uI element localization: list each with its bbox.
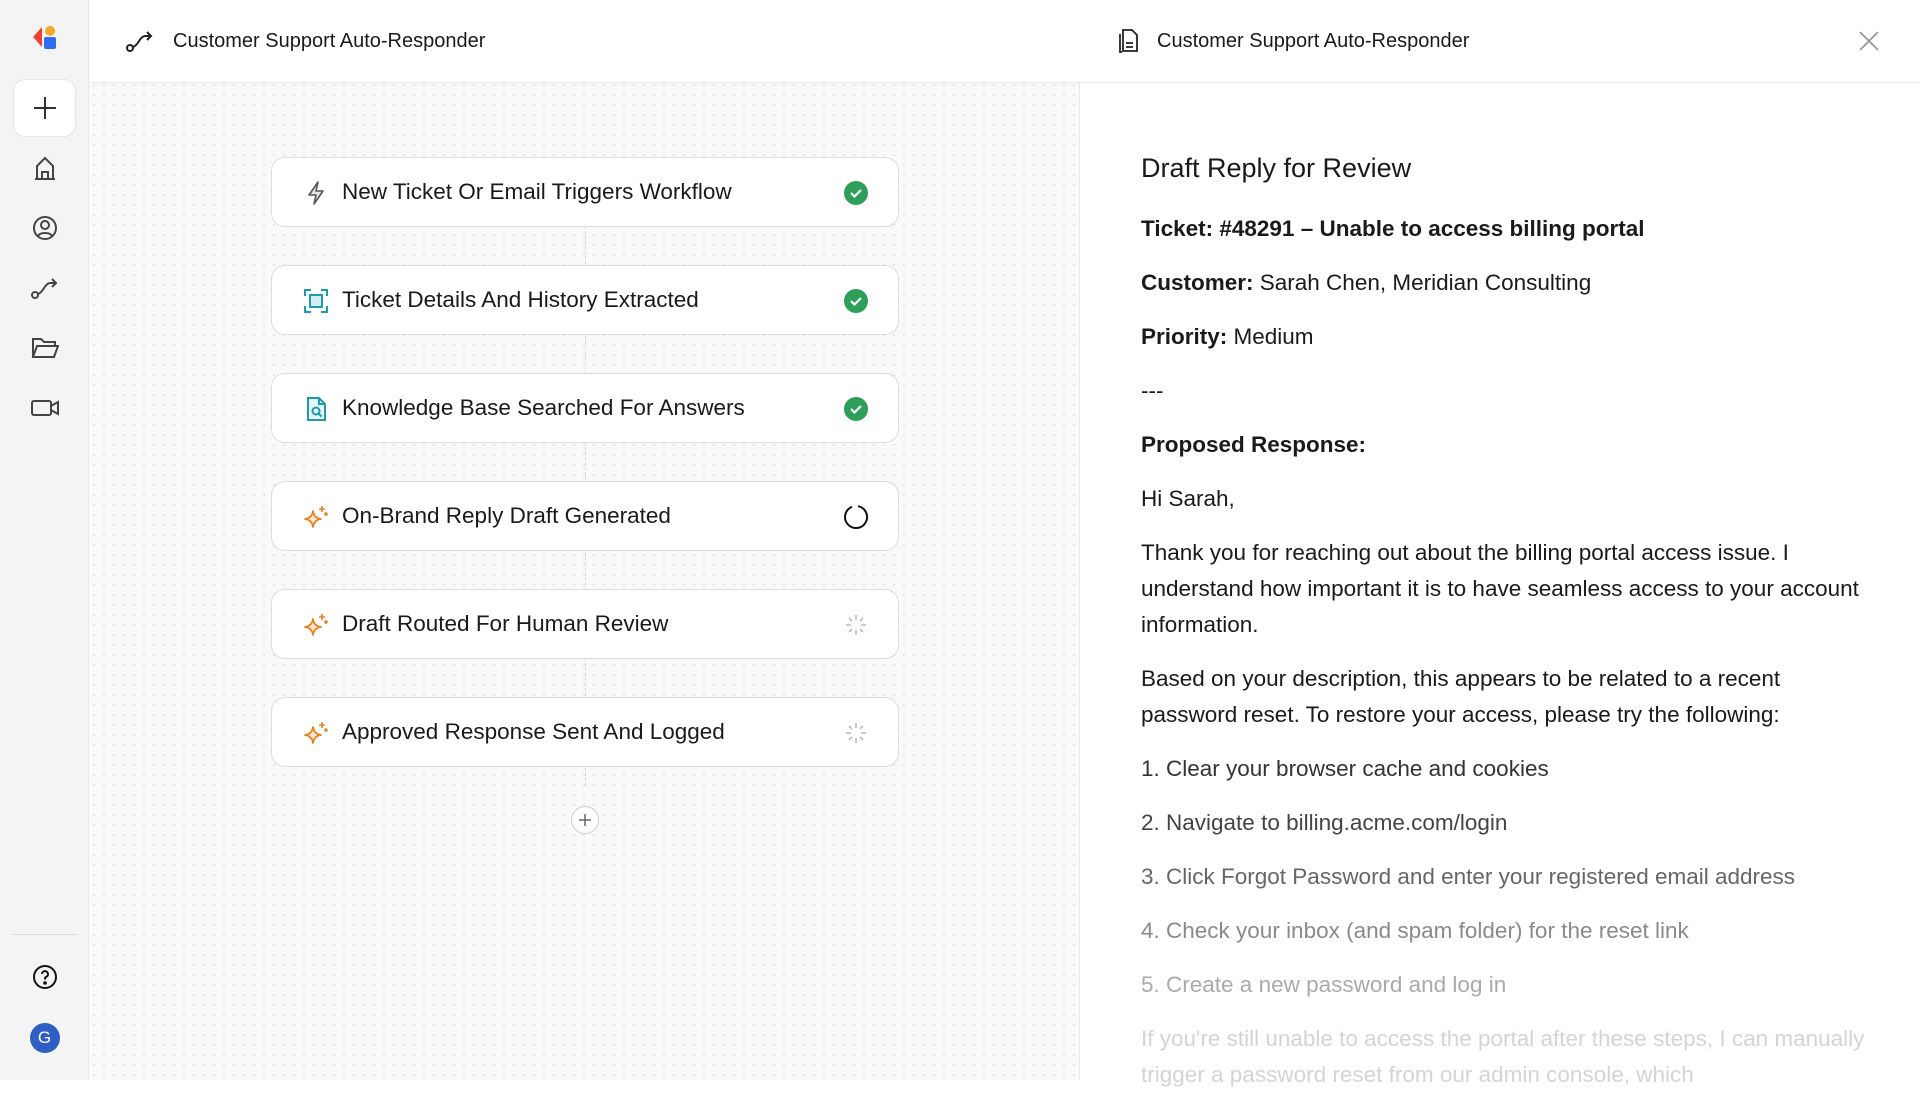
step-label: Knowledge Base Searched For Answers (342, 395, 745, 420)
workflow-icon (125, 29, 155, 53)
workflow-step[interactable] (271, 265, 899, 335)
plus-icon (578, 813, 592, 827)
step-label: On-Brand Reply Draft Generated (342, 503, 671, 528)
sidebar-item-recordings[interactable] (0, 393, 89, 423)
draft-panel (1079, 0, 1920, 1087)
step-item: 2. Navigate to billing.acme.com/login (1141, 810, 1508, 835)
proposed-label: Proposed Response: (1141, 432, 1367, 457)
customer-label: Customer: (1141, 270, 1254, 295)
step-item: 1. Clear your browser cache and cookies (1141, 756, 1549, 781)
loading-spinner-icon (843, 504, 869, 530)
sidebar-item-profile[interactable] (0, 213, 89, 243)
step-label: Approved Response Sent And Logged (342, 719, 725, 744)
priority-value: Medium (1227, 324, 1314, 349)
home-icon (31, 154, 59, 182)
document-icon (1117, 28, 1139, 54)
step-label: Ticket Details And History Extracted (342, 287, 699, 312)
workflow-header (89, 0, 1079, 83)
document-search-icon (303, 396, 329, 422)
sidebar-divider (12, 934, 78, 935)
customer-value: Sarah Chen, Meridian Consulting (1253, 270, 1592, 295)
sparkle-icon (303, 504, 329, 530)
workflow-step[interactable] (271, 157, 899, 227)
workflow-step[interactable] (271, 589, 899, 659)
sidebar-item-workflows[interactable] (0, 273, 89, 303)
check-circle-icon (843, 180, 869, 206)
app-logo[interactable] (0, 24, 89, 54)
priority-label: Priority: (1141, 324, 1228, 349)
folder-icon (31, 335, 59, 361)
workflow-title: Customer Support Auto-Responder (173, 29, 486, 52)
workflow-icon (30, 274, 60, 302)
sidebar-item-files[interactable] (0, 333, 89, 363)
panel-header (1079, 0, 1920, 83)
panel-title: Customer Support Auto-Responder (1157, 29, 1470, 52)
step-item: 3. Click Forgot Password and enter your registered email address (1141, 864, 1796, 889)
video-icon (30, 396, 60, 420)
ticket-line: Ticket: #48291 – Unable to access billing portal (1141, 216, 1645, 241)
lightning-icon (303, 180, 329, 206)
paragraph: If you're still unable to access the portal after these steps, I can manually trigger a password reset from our admin console, which (1141, 1026, 1865, 1087)
paragraph: Thank you for reaching out about the billing portal access issue. I understand how important it is to have seamless access to your account information. (1141, 540, 1859, 637)
avatar: G (30, 1023, 60, 1053)
sparkle-icon (303, 612, 329, 638)
step-item: 4. Check your inbox (and spam folder) for the reset link (1141, 918, 1689, 943)
workflow-step[interactable] (271, 373, 899, 443)
step-label: New Ticket Or Email Triggers Workflow (342, 179, 732, 204)
step-item: 5. Create a new password and log in (1141, 972, 1507, 997)
help-icon (32, 964, 58, 990)
new-button[interactable] (13, 79, 76, 137)
pending-spinner-icon (843, 612, 869, 638)
check-circle-icon (843, 396, 869, 422)
sidebar-item-home[interactable] (0, 153, 89, 183)
greeting: Hi Sarah, (1141, 486, 1235, 511)
user-circle-icon (31, 214, 59, 242)
scan-icon (303, 288, 329, 314)
pending-spinner-icon (843, 720, 869, 746)
workflow-step[interactable] (271, 697, 899, 767)
separator: --- (1141, 378, 1164, 403)
sidebar (0, 0, 89, 1080)
workflow-step[interactable] (271, 481, 899, 551)
help-button[interactable] (0, 962, 89, 992)
plus-icon (32, 95, 58, 121)
step-label: Draft Routed For Human Review (342, 611, 669, 636)
account-button[interactable] (0, 1023, 89, 1053)
draft-content (1141, 150, 1881, 1111)
check-circle-icon (843, 288, 869, 314)
paragraph: Based on your description, this appears to be related to a recent password reset. To restore your access, please try the following: (1141, 666, 1781, 727)
draft-heading: Draft Reply for Review (1141, 153, 1412, 183)
close-icon[interactable] (1858, 30, 1880, 52)
sparkle-icon (303, 720, 329, 746)
add-step-button[interactable] (571, 806, 599, 834)
